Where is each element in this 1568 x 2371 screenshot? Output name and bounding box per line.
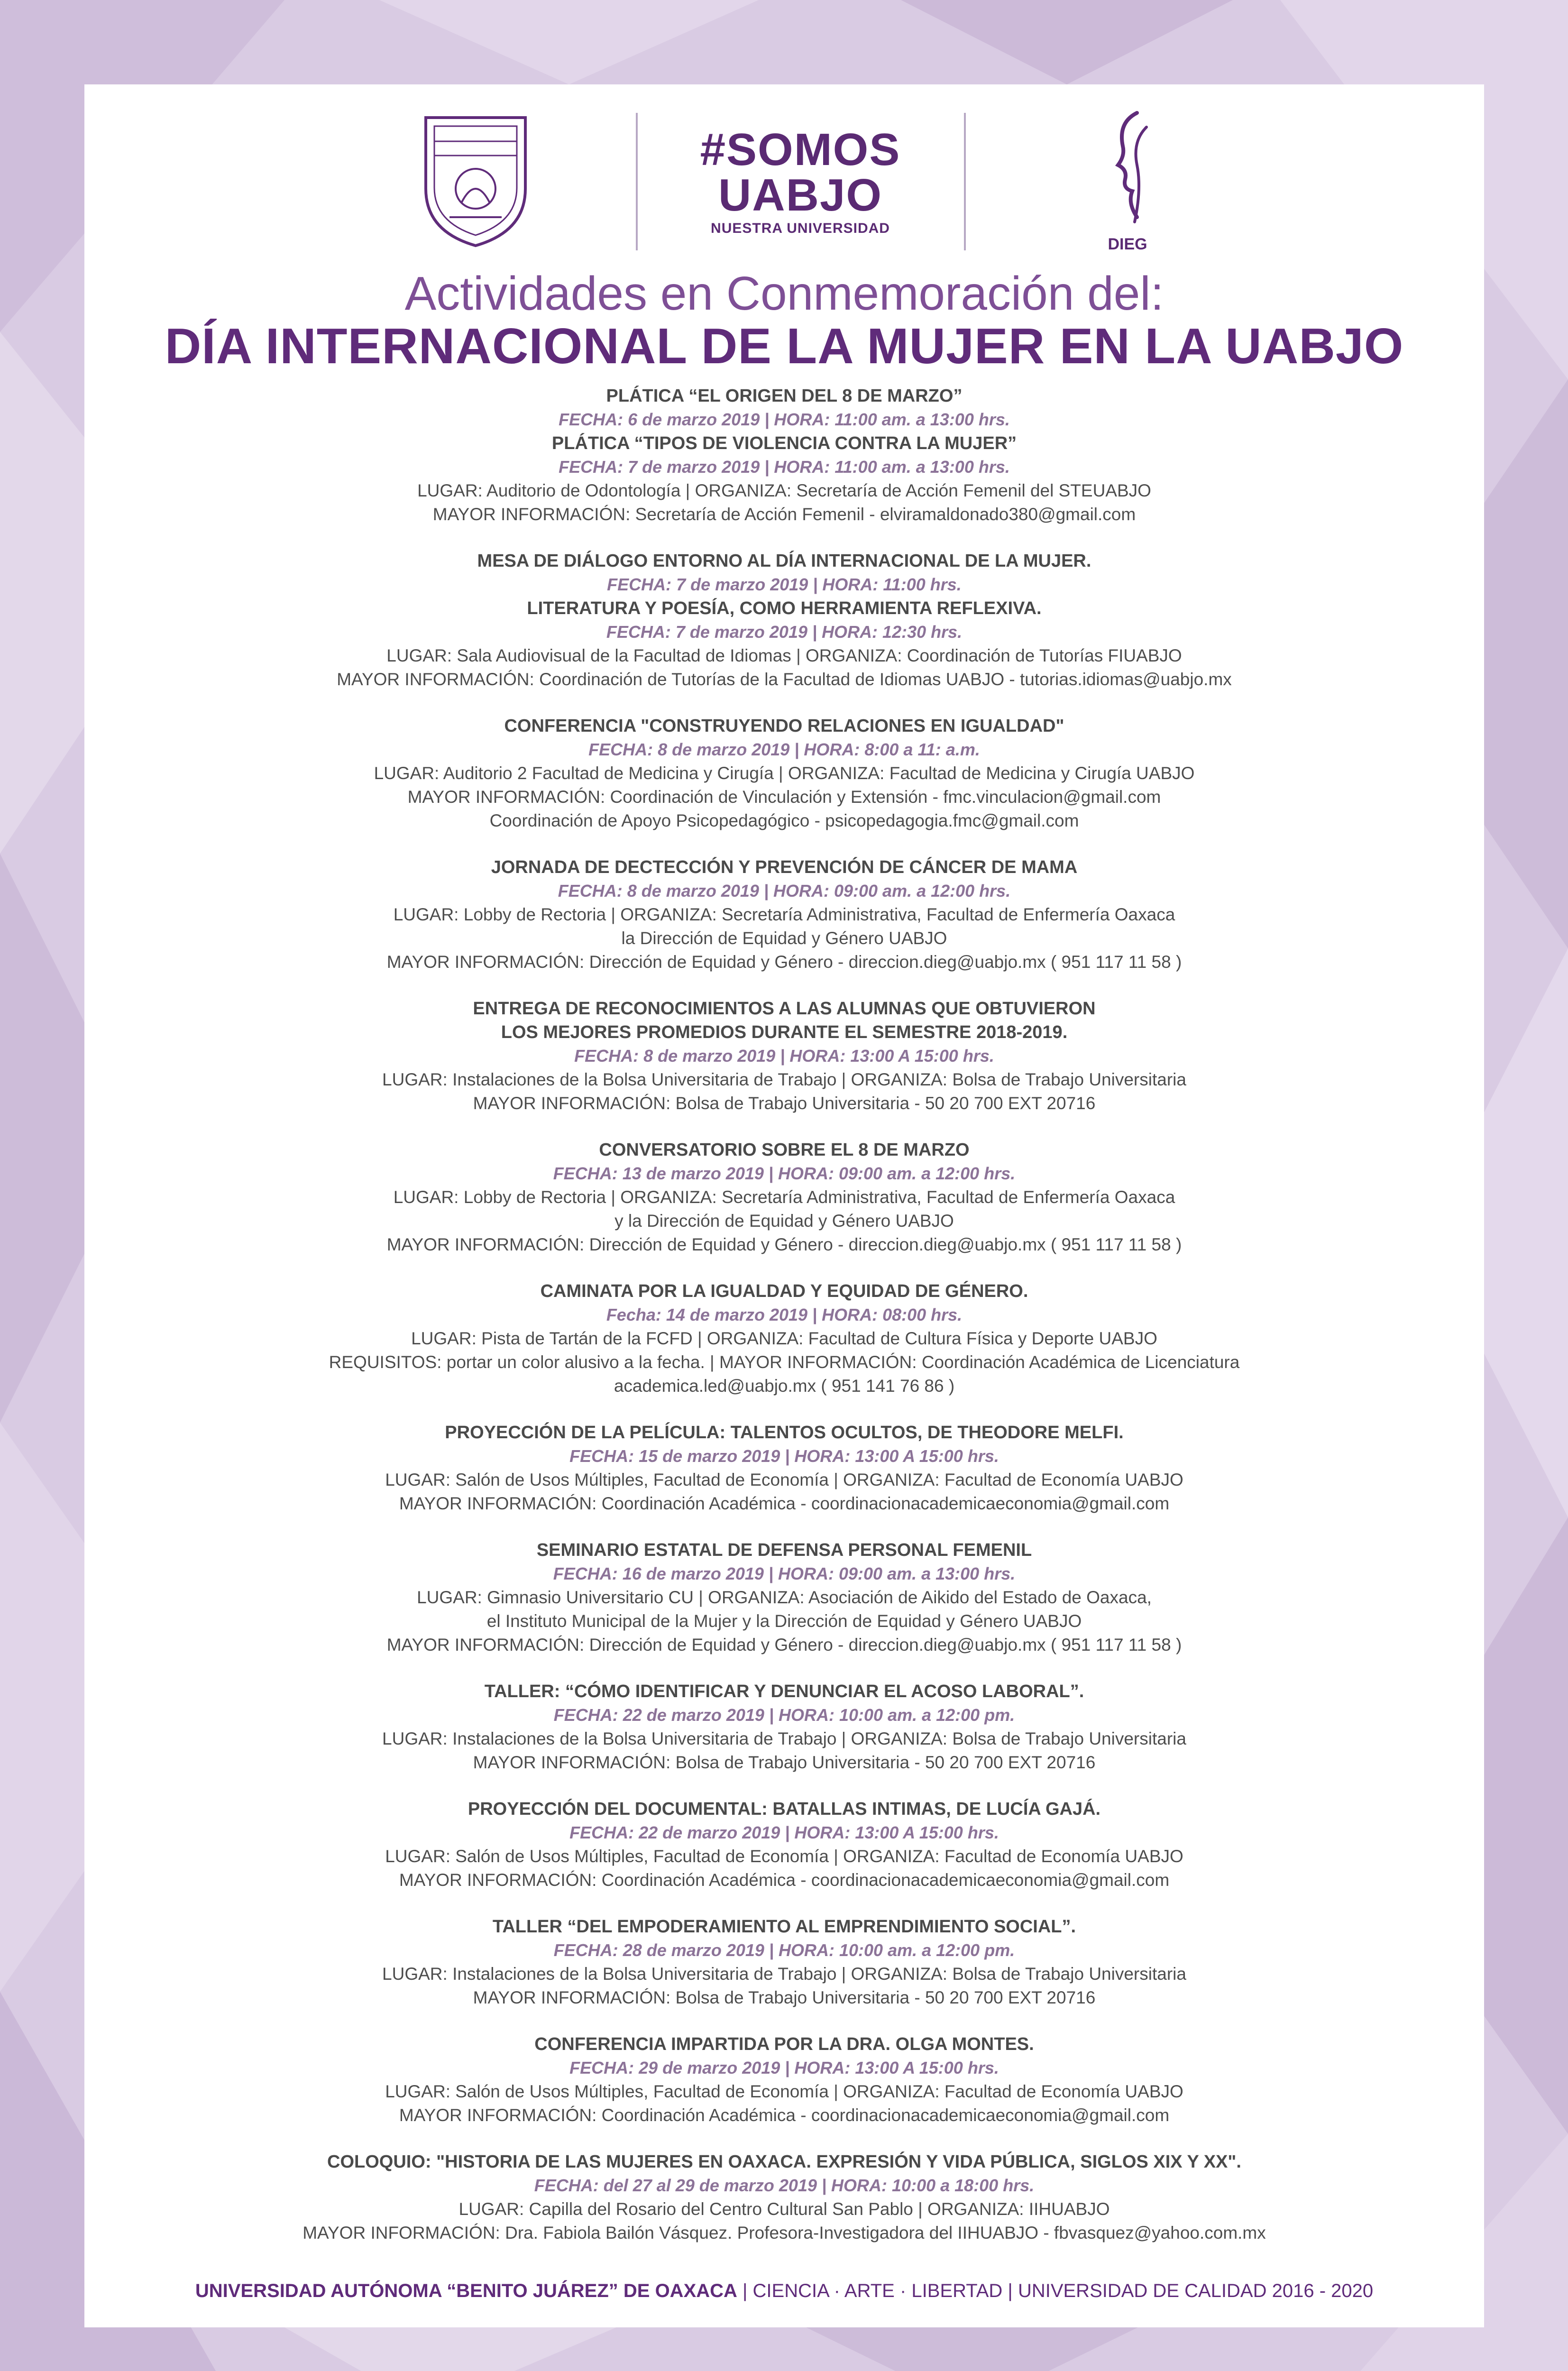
event-info: LUGAR: Pista de Tartán de la FCFD | ORGANIZA: Facultad de Cultura Física y Deporte UABJO: [411, 1329, 1157, 1348]
page-subtitle: Actividades en Conmemoración del:: [404, 267, 1164, 320]
page-title: DÍA INTERNACIONAL DE LA MUJER EN LA UABJO: [165, 318, 1404, 374]
event-title: CAMINATA POR LA IGUALDAD Y EQUIDAD DE GÉNERO.: [540, 1281, 1028, 1301]
event-block: [103, 1797, 1465, 1892]
event-block: [103, 1279, 1465, 1398]
logo-bar: [84, 108, 1484, 260]
event-title: PLÁTICA “TIPOS DE VIOLENCIA CONTRA LA MUJER”: [551, 433, 1017, 453]
event-info: MAYOR INFORMACIÓN: Bolsa de Trabajo Universitaria - 50 20 700 EXT 20716: [473, 1753, 1096, 1772]
event-info: LUGAR: Instalaciones de la Bolsa Universitaria de Trabajo | ORGANIZA: Bolsa de Trabajo Universitaria: [382, 1729, 1186, 1748]
footer: [84, 2278, 1484, 2304]
logo-divider: [636, 113, 638, 250]
event-date: FECHA: 15 de marzo 2019 | HORA: 13:00 A 15:00 hrs.: [569, 1446, 999, 1466]
event-info: MAYOR INFORMACIÓN: Coordinación de Tutorías de la Facultad de Idiomas UABJO - tutorias.idiomas@uabjo.mx: [337, 670, 1232, 689]
event-block: [103, 1138, 1465, 1257]
event-info: LUGAR: Auditorio 2 Facultad de Medicina y Cirugía | ORGANIZA: Facultad de Medicina y Cirugía UABJO: [374, 763, 1195, 783]
event-info: y la Dirección de Equidad y Género UABJO: [614, 1211, 954, 1231]
event-date: FECHA: 13 de marzo 2019 | HORA: 09:00 am. a 12:00 hrs.: [553, 1164, 1016, 1183]
event-info: MAYOR INFORMACIÓN: Dra. Fabiola Bailón Vásquez. Profesora-Investigadora del IIHUABJO - fbvasquez@yahoo.com.mx: [303, 2223, 1266, 2242]
event-title: PROYECCIÓN DEL DOCUMENTAL: BATALLAS INTIMAS, DE LUCÍA GAJÁ.: [468, 1799, 1101, 1819]
somos-uabjo-logo: [668, 124, 933, 239]
event-info: LUGAR: Salón de Usos Múltiples, Facultad de Economía | ORGANIZA: Facultad de Economía UABJO: [385, 1470, 1183, 1489]
event-date: FECHA: del 27 al 29 de marzo 2019 | HORA: 10:00 a 18:00 hrs.: [534, 2176, 1035, 2195]
event-title: COLOQUIO: "HISTORIA DE LAS MUJERES EN OAXACA. EXPRESIÓN Y VIDA PÚBLICA, SIGLOS XIX Y XX".: [327, 2152, 1241, 2172]
event-info: LUGAR: Lobby de Rectoria | ORGANIZA: Secretaría Administrativa, Facultad de Enfermería Oaxaca: [393, 1187, 1175, 1207]
event-info: MAYOR INFORMACIÓN: Dirección de Equidad y Género - direccion.dieg@uabjo.mx ( 951 117 11 58 ): [386, 952, 1182, 972]
event-list: [103, 384, 1465, 2268]
event-title: MESA DE DIÁLOGO ENTORNO AL DÍA INTERNACIONAL DE LA MUJER.: [477, 551, 1091, 571]
event-info: la Dirección de Equidad y Género UABJO: [621, 928, 947, 948]
event-date: FECHA: 7 de marzo 2019 | HORA: 12:30 hrs.: [606, 622, 963, 642]
event-block: [103, 384, 1465, 526]
event-info: MAYOR INFORMACIÓN: Coordinación Académica - coordinacionacademicaeconomia@gmail.com: [399, 1494, 1170, 1513]
event-block: [103, 1680, 1465, 1774]
event-info: MAYOR INFORMACIÓN: Coordinación de Vinculación y Extensión - fmc.vinculacion@gmail.com: [407, 787, 1161, 807]
event-block: [103, 855, 1465, 974]
somos-logo-line1: #SOMOS: [700, 124, 901, 175]
event-info: el Instituto Municipal de la Mujer y la Dirección de Equidad y Género UABJO: [486, 1611, 1082, 1631]
event-title: PROYECCIÓN DE LA PELÍCULA: TALENTOS OCULTOS, DE THEODORE MELFI.: [445, 1423, 1124, 1443]
event-block: [103, 1915, 1465, 2010]
event-info: LUGAR: Instalaciones de la Bolsa Universitaria de Trabajo | ORGANIZA: Bolsa de Trabajo Universitaria: [382, 1070, 1186, 1089]
event-block: [103, 997, 1465, 1115]
event-date: FECHA: 7 de marzo 2019 | HORA: 11:00 hrs.: [607, 575, 962, 594]
event-date: FECHA: 22 de marzo 2019 | HORA: 10:00 am. a 12:00 pm.: [553, 1705, 1015, 1725]
event-title: ENTREGA DE RECONOCIMIENTOS A LAS ALUMNAS QUE OBTUVIERON: [473, 999, 1096, 1019]
event-info: MAYOR INFORMACIÓN: Coordinación Académica - coordinacionacademicaeconomia@gmail.com: [399, 2105, 1170, 2125]
event-info: MAYOR INFORMACIÓN: Dirección de Equidad y Género - direccion.dieg@uabjo.mx ( 951 117 11 58 ): [386, 1235, 1182, 1254]
footer-university-name: UNIVERSIDAD AUTÓNOMA “BENITO JUÁREZ” DE OAXACA: [195, 2280, 737, 2301]
event-info: LUGAR: Salón de Usos Múltiples, Facultad de Economía | ORGANIZA: Facultad de Economía UABJO: [385, 2082, 1183, 2101]
event-date: FECHA: 22 de marzo 2019 | HORA: 13:00 A 15:00 hrs.: [569, 1823, 999, 1842]
event-block: [103, 2150, 1465, 2245]
event-title: CONFERENCIA IMPARTIDA POR LA DRA. OLGA MONTES.: [534, 2034, 1034, 2054]
event-date: FECHA: 6 de marzo 2019 | HORA: 11:00 am. a 13:00 hrs.: [559, 410, 1010, 429]
event-block: [103, 714, 1465, 833]
event-info: MAYOR INFORMACIÓN: Bolsa de Trabajo Universitaria - 50 20 700 EXT 20716: [473, 1094, 1096, 1113]
event-info: LUGAR: Gimnasio Universitario CU | ORGANIZA: Asociación de Aikido del Estado de Oaxaca,: [417, 1588, 1152, 1607]
footer-motto: | CIENCIA · ARTE · LIBERTAD | UNIVERSIDAD DE CALIDAD 2016 - 2020: [737, 2280, 1374, 2301]
event-date: Fecha: 14 de marzo 2019 | HORA: 08:00 hrs.: [606, 1305, 963, 1324]
content-panel: [84, 84, 1484, 2327]
dieg-logo-label: DIEG: [1108, 235, 1147, 253]
event-date: FECHA: 16 de marzo 2019 | HORA: 09:00 am. a 13:00 hrs.: [553, 1564, 1016, 1583]
event-info: LUGAR: Instalaciones de la Bolsa Universitaria de Trabajo | ORGANIZA: Bolsa de Trabajo Universitaria: [382, 1964, 1186, 1984]
event-title: LITERATURA Y POESÍA, COMO HERRAMIENTA REFLEXIVA.: [527, 598, 1042, 618]
event-info: LUGAR: Salón de Usos Múltiples, Facultad de Economía | ORGANIZA: Facultad de Economía UABJO: [385, 1847, 1183, 1866]
event-date: FECHA: 8 de marzo 2019 | HORA: 8:00 a 11: a.m.: [588, 740, 980, 759]
event-date: FECHA: 29 de marzo 2019 | HORA: 13:00 A 15:00 hrs.: [569, 2058, 999, 2077]
logo-divider: [964, 113, 966, 250]
event-info: MAYOR INFORMACIÓN: Bolsa de Trabajo Universitaria - 50 20 700 EXT 20716: [473, 1988, 1096, 2007]
event-block: [103, 1538, 1465, 1657]
event-info: REQUISITOS: portar un color alusivo a la fecha. | MAYOR INFORMACIÓN: Coordinación Académica de Licenciatura: [329, 1352, 1240, 1372]
event-block: [103, 1421, 1465, 1516]
event-title: CONFERENCIA "CONSTRUYENDO RELACIONES EN IGUALDAD": [504, 716, 1064, 736]
somos-logo-line2: UABJO: [718, 170, 883, 221]
event-date: FECHA: 8 de marzo 2019 | HORA: 13:00 A 15:00 hrs.: [574, 1046, 994, 1066]
event-title: PLÁTICA “EL ORIGEN DEL 8 DE MARZO”: [606, 386, 963, 406]
event-info: LUGAR: Capilla del Rosario del Centro Cultural San Pablo | ORGANIZA: IIHUABJO: [458, 2199, 1110, 2219]
event-title: SEMINARIO ESTATAL DE DEFENSA PERSONAL FEMENIL: [536, 1540, 1032, 1560]
woman-profile-icon: [1099, 108, 1165, 250]
event-info: MAYOR INFORMACIÓN: Dirección de Equidad y Género - direccion.dieg@uabjo.mx ( 951 117 11 58 ): [386, 1635, 1182, 1654]
event-info: academica.led@uabjo.mx ( 951 141 76 86 ): [614, 1376, 955, 1396]
event-info: LUGAR: Auditorio de Odontología | ORGANIZA: Secretaría de Acción Femenil del STEUABJO: [417, 481, 1151, 500]
event-info: LUGAR: Sala Audiovisual de la Facultad de Idiomas | ORGANIZA: Coordinación de Tutorías FIUABJO: [386, 646, 1182, 665]
event-date: FECHA: 8 de marzo 2019 | HORA: 09:00 am. a 12:00 hrs.: [558, 881, 1011, 901]
event-title: JORNADA DE DECTECCIÓN Y PREVENCIÓN DE CÁNCER DE MAMA: [491, 857, 1078, 877]
event-title: CONVERSATORIO SOBRE EL 8 DE MARZO: [599, 1140, 970, 1160]
event-info: LUGAR: Lobby de Rectoria | ORGANIZA: Secretaría Administrativa, Facultad de Enfermería Oaxaca: [393, 905, 1175, 924]
event-date: FECHA: 28 de marzo 2019 | HORA: 10:00 am. a 12:00 pm.: [553, 1940, 1015, 1960]
event-info: MAYOR INFORMACIÓN: Secretaría de Acción Femenil - elviramaldonado380@gmail.com: [432, 505, 1136, 524]
event-date: FECHA: 7 de marzo 2019 | HORA: 11:00 am. a 13:00 hrs.: [559, 457, 1010, 477]
somos-logo-line3: NUESTRA UNIVERSIDAD: [711, 221, 890, 236]
event-title: TALLER “DEL EMPODERAMIENTO AL EMPRENDIMIENTO SOCIAL”.: [492, 1917, 1076, 1937]
event-info: Coordinación de Apoyo Psicopedagógico - psicopedagogia.fmc@gmail.com: [489, 811, 1079, 830]
event-title: LOS MEJORES PROMEDIOS DURANTE EL SEMESTRE 2018-2019.: [501, 1022, 1068, 1042]
event-block: [103, 2032, 1465, 2127]
event-title: TALLER: “CÓMO IDENTIFICAR Y DENUNCIAR EL ACOSO LABORAL”.: [484, 1682, 1084, 1701]
event-info: MAYOR INFORMACIÓN: Coordinación Académica - coordinacionacademicaeconomia@gmail.com: [399, 1870, 1170, 1890]
university-seal-icon: [416, 108, 535, 250]
event-block: [103, 549, 1465, 691]
